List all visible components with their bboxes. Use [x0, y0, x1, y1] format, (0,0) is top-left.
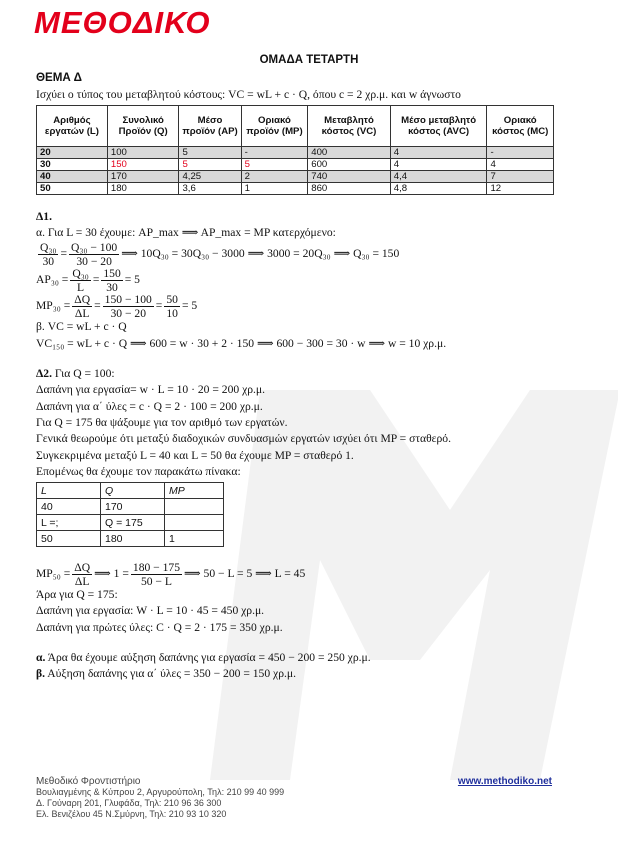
table-cell: MP: [165, 483, 224, 499]
fraction: $\frac{\text{Q₃₀}}{L}$: [72, 266, 89, 294]
fraction: $\frac{180 - 175}{50 - L}$: [132, 560, 181, 588]
answer-b: β. Αύξηση δαπάνης για α΄ ύλες = 350 − 200 = 150 χρ.μ.: [36, 667, 296, 681]
table-cell: 4,4: [390, 170, 487, 182]
table-cell: 2: [241, 170, 308, 182]
cost-table-header-cell: Μεταβλητό κόστος (VC): [308, 105, 391, 146]
table-cell: 40: [37, 499, 101, 515]
footer-address-1: Βουλιαγμένης & Κύπρου 2, Αργυρούπολη, Τηλ: 210 99 40 999: [36, 787, 285, 797]
d1-b-line: β. VC = wL + c · Q: [36, 320, 127, 334]
footer-org: Μεθοδικό Φροντιστήριο: [36, 776, 141, 787]
table-cell: 150: [107, 158, 179, 170]
table-cell: 50: [37, 531, 101, 547]
table-cell: 4,25: [179, 170, 241, 182]
table-row: [37, 483, 224, 499]
cost-table: [36, 105, 554, 195]
d1-equation-ap30: AP₃₀ = $\frac{\text{Q₃₀}}{L}$ = $\frac{150}{30}$ = 5: [36, 266, 140, 294]
table-cell: 5: [241, 158, 308, 170]
d2-lines: [36, 382, 582, 480]
text-line: Γενικά θεωρούμε ότι μεταξύ διαδοχικών συνδυασμών εργατών ισχύει ότι MP = σταθερό.: [36, 432, 451, 446]
cost-table-header-cell: Συνολικό Προϊόν (Q): [107, 105, 179, 146]
fraction: $\frac{\Delta Q}{\Delta L}$: [74, 560, 91, 588]
table-cell: 50: [37, 182, 108, 194]
table-cell: 4: [487, 158, 554, 170]
text-line: Δαπάνη για πρώτες ύλες: C · Q = 2 · 175 = 350 χρ.μ.: [36, 620, 283, 634]
fraction: $\frac{\text{Q₃₀ − 100}}{30 - 20}$: [71, 240, 118, 268]
table-cell: 400: [308, 146, 391, 158]
text-line: Συγκεκριμένα μεταξύ L = 40 και L = 50 θα έχουμε MP = σταθερό 1.: [36, 448, 354, 462]
table-row: [37, 158, 554, 170]
d1-equation-mp30: MP₃₀ = $\frac{\Delta Q}{\Delta L}$ = $\frac{150 - 100}{30 - 20}$ = $\frac{50}{10}$ = 5: [36, 292, 198, 320]
d1-b-calc: VC₁₅₀ = wL + c · Q ⟹ 600 = w · 30 + 2 · 150 ⟹ 600 − 300 = 30 · w ⟹ w = 10 χρ.μ.: [36, 336, 447, 350]
fraction: $\frac{50}{10}$: [166, 292, 178, 320]
table-cell: -: [487, 146, 554, 158]
table-row: [37, 170, 554, 182]
table-cell: 1: [165, 531, 224, 547]
table-row: [37, 146, 554, 158]
text-line: Δαπάνη για α΄ ύλες = c · Q = 2 · 100 = 200 χρ.μ.: [36, 399, 263, 413]
subject-title: ΘΕΜΑ Δ: [36, 71, 82, 85]
table-cell: 170: [101, 499, 165, 515]
intro-text: Ισχύει ο τύπος του μεταβλητού κόστους: VC = wL + c · Q, όπου c = 2 χρ.μ. και w άγνωστο: [36, 87, 461, 101]
table-cell: 4: [390, 158, 487, 170]
table-cell: 4,8: [390, 182, 487, 194]
d1-equation-q30: $\frac{\text{Q₃₀}}{30}$ = $\frac{\text{Q₃₀ − 100}}{30 - 20}$ ⟹ 10Q₃₀ = 30Q₃₀ − 3000 ⟹ 3000 = 20Q₃₀ ⟹ Q₃₀ = 150: [40, 240, 400, 268]
table-cell: 740: [308, 170, 391, 182]
table-cell: 7: [487, 170, 554, 182]
d2-equation-mp50: MP₅₀ = $\frac{\Delta Q}{\Delta L}$ ⟹ 1 = $\frac{180 - 175}{50 - L}$ ⟹ 50 − L = 5 ⟹ L = 45: [36, 560, 306, 588]
footer-address-2: Δ. Γούναρη 201, Γλυφάδα, Τηλ: 210 96 36 300: [36, 798, 222, 808]
d1-a-line: α. Για L = 30 έχουμε: AP_max ⟹ AP_max = MP κατερχόμενο:: [36, 226, 336, 240]
table-cell: 5: [179, 158, 241, 170]
answer-a: α. Άρα θα έχουμε αύξηση δαπάνης για εργασία = 450 − 200 = 250 χρ.μ.: [36, 651, 371, 665]
table-cell: L: [37, 483, 101, 499]
group-title: ΟΜΑΔΑ ΤΕΤΑΡΤΗ: [259, 54, 359, 66]
table-cell: 170: [107, 170, 179, 182]
table-cell: [165, 515, 224, 531]
text-line: Δαπάνη για εργασία: W · L = 10 · 45 = 450 χρ.μ.: [36, 604, 265, 618]
website-link[interactable]: www.methodiko.net: [457, 776, 552, 787]
table-row: [37, 499, 224, 515]
cost-table-header-cell: Οριακό προϊόν (MP): [241, 105, 308, 146]
table-cell: 180: [107, 182, 179, 194]
cost-table-header-cell: Μέσο προϊόν (AP): [179, 105, 241, 146]
d2-heading: Δ2. Για Q = 100:: [36, 367, 115, 381]
footer-address-3: Ελ. Βενιζέλου 45 Ν.Σμύρνη, Τηλ: 210 93 10 320: [36, 809, 227, 819]
text-line: Δαπάνη για εργασία= w · L = 10 · 20 = 200 χρ.μ.: [36, 383, 266, 397]
d1-title: Δ1.: [36, 209, 52, 223]
text-line: Άρα για Q = 175:: [36, 588, 118, 602]
brand-logo: ΜΕΘΟΔΙΚΟ: [34, 5, 211, 40]
table-cell: 5: [179, 146, 241, 158]
table-cell: 30: [37, 158, 108, 170]
table-cell: 100: [107, 146, 179, 158]
footer: [36, 776, 552, 820]
table-cell: 40: [37, 170, 108, 182]
table-row: [37, 182, 554, 194]
fraction: $\frac{\text{Q₃₀}}{30}$: [40, 240, 57, 268]
table-cell: Q: [101, 483, 165, 499]
cost-table-header-cell: Οριακό κόστος (MC): [487, 105, 554, 146]
table-cell: 12: [487, 182, 554, 194]
table-cell: -: [241, 146, 308, 158]
page-content: [36, 52, 582, 683]
table-cell: 20: [37, 146, 108, 158]
table-cell: [165, 499, 224, 515]
d2-after-lines: [36, 587, 582, 636]
table-cell: 860: [308, 182, 391, 194]
table-cell: 600: [308, 158, 391, 170]
table-cell: Q = 175: [101, 515, 165, 531]
cost-table-header-cell: Μέσο μεταβλητό κόστος (AVC): [390, 105, 487, 146]
cost-table-header: [37, 105, 554, 146]
cost-table-body: [37, 146, 554, 194]
fraction: $\frac{150}{30}$: [103, 266, 121, 294]
text-line: Επομένως θα έχουμε τον παρακάτω πίνακα:: [36, 464, 241, 478]
cost-table-header-cell: Αριθμός εργατών (L): [37, 105, 108, 146]
fraction: $\frac{\Delta Q}{\Delta L}$: [74, 292, 91, 320]
table-cell: 180: [101, 531, 165, 547]
text-line: Για Q = 175 θα ψάξουμε για τον αριθμό των εργατών.: [36, 415, 288, 429]
table-cell: 3,6: [179, 182, 241, 194]
table-cell: L =;: [37, 515, 101, 531]
table-cell: 1: [241, 182, 308, 194]
table-row: [37, 531, 224, 547]
workers-table: [36, 482, 224, 547]
table-cell: 4: [390, 146, 487, 158]
fraction: $\frac{150 - 100}{30 - 20}$: [104, 292, 152, 320]
table-row: [37, 515, 224, 531]
